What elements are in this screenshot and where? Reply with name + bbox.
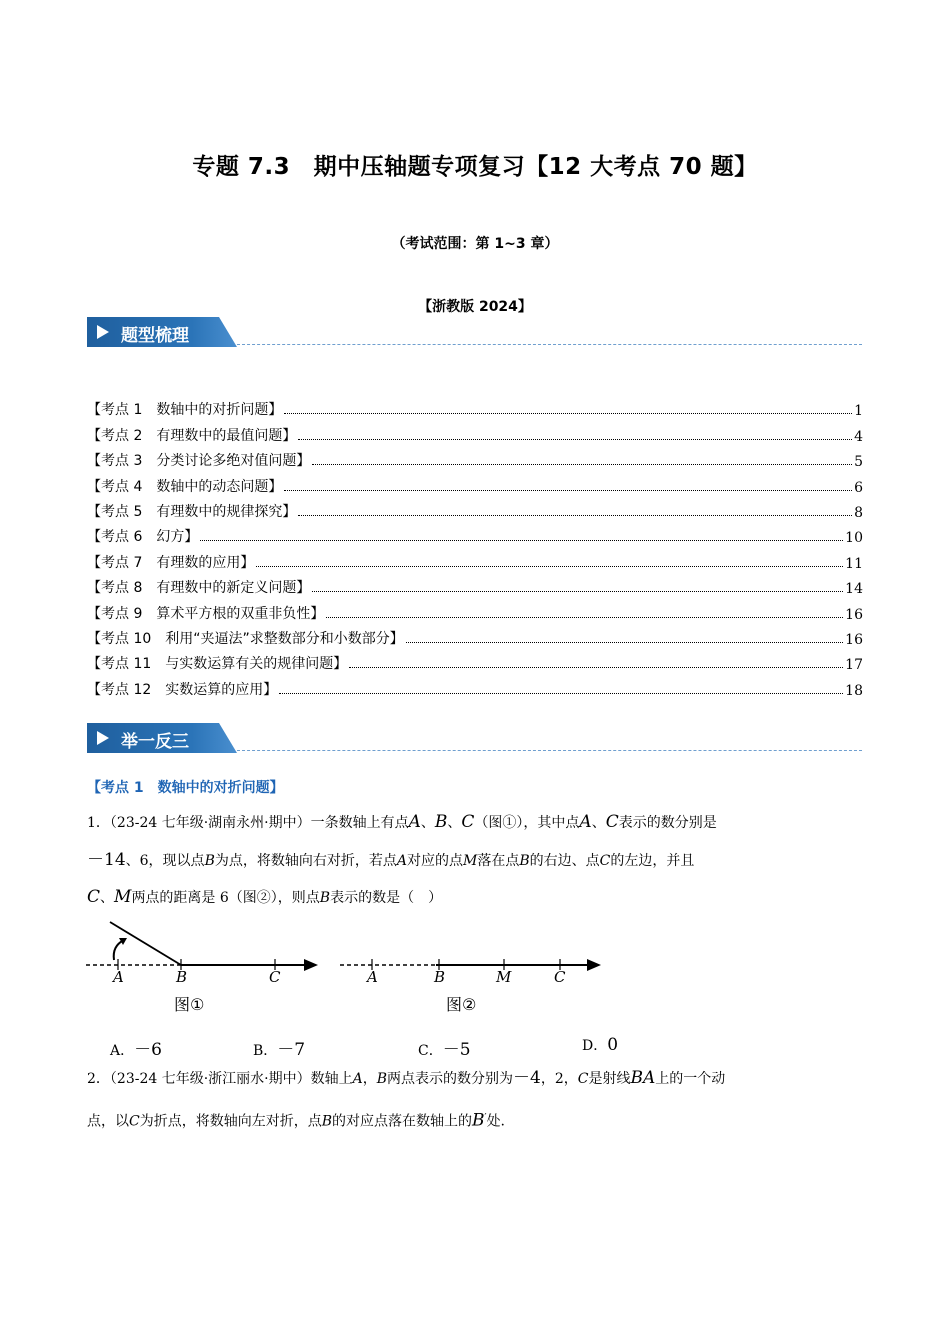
toc-label: 【考点 5 有理数中的规律探究】: [87, 503, 297, 520]
play-icon: [97, 731, 109, 745]
banner-title: 题型梳理: [121, 326, 189, 346]
toc-page: 1: [854, 403, 863, 420]
choice-a[interactable]: A．－6: [110, 1040, 162, 1060]
toc-leader: [312, 591, 843, 592]
toc-item[interactable]: [87, 673, 863, 698]
banner-divider: [237, 344, 862, 345]
toc-label: 【考点 3 分类讨论多绝对值问题】: [87, 453, 311, 470]
toc-page: 6: [854, 479, 863, 496]
knowledge-point-heading: 【考点 1 数轴中的对折问题】: [87, 780, 284, 796]
toc-page: 5: [854, 454, 863, 471]
toc-label: 【考点 7 有理数的应用】: [87, 554, 255, 571]
toc-leader: [312, 464, 852, 465]
toc-leader: [284, 413, 852, 414]
toc-leader: [279, 693, 843, 694]
toc-page: 14: [845, 581, 863, 598]
toc-item[interactable]: [87, 394, 863, 419]
toc-label: 【考点 8 有理数中的新定义问题】: [87, 580, 311, 597]
fig1-caption: 图①: [174, 995, 205, 1014]
page-title: 专题 7.3 期中压轴题专项复习【12 大考点 70 题】: [192, 154, 758, 180]
toc-item[interactable]: [87, 521, 863, 546]
toc-page: 8: [854, 504, 863, 521]
toc-label: 【考点 9 算术平方根的双重非负性】: [87, 605, 325, 622]
toc-label: 【考点 6 幻方】: [87, 529, 199, 546]
fig1-label-c: C: [269, 968, 281, 986]
fig1-arrow-icon: [304, 959, 318, 971]
toc-item[interactable]: [87, 419, 863, 444]
fig2-label-c: C: [554, 968, 566, 986]
fig2-label-m: M: [496, 968, 512, 986]
fig1-folded-segment: [110, 922, 181, 965]
toc-page: 17: [845, 657, 863, 674]
toc-item[interactable]: [87, 648, 863, 673]
question-1-line-2: －14、6，现以点B为点，将数轴向右对折，若点A对应的点M落在点B的右边、点C的左边，并且: [87, 850, 695, 870]
toc-item[interactable]: [87, 597, 863, 622]
question-2-line-1: 2．（23-24 七年级·浙江丽水·期中）数轴上A，B两点表示的数分别为－4，2，C是射线BA上的一个动: [87, 1068, 726, 1088]
fig1-label-b: B: [176, 968, 188, 986]
toc-label: 【考点 11 与实数运算有关的规律问题】: [87, 656, 348, 673]
question-1-line-1: 1．（23-24 七年级·湖南永州·期中）一条数轴上有点A、B、C（图①），其中点A、C表示的数分别是: [87, 812, 717, 832]
edition-label: 【浙教版 2024】: [418, 299, 532, 315]
question-1-choices: [110, 1035, 670, 1060]
toc-item[interactable]: [87, 470, 863, 495]
toc-leader: [284, 490, 852, 491]
toc-label: 【考点 10 利用“夹逼法”求整数部分和小数部分】: [87, 630, 404, 647]
toc-leader: [298, 515, 852, 516]
toc-item[interactable]: [87, 572, 863, 597]
play-icon: [97, 325, 109, 339]
toc-item[interactable]: [87, 623, 863, 648]
toc-page: 18: [845, 682, 863, 699]
choice-b[interactable]: B．－7: [253, 1040, 306, 1060]
exam-scope: （考试范围：第 1~3 章）: [391, 236, 559, 252]
toc-label: 【考点 1 数轴中的对折问题】: [87, 402, 283, 419]
fig2-label-a: A: [367, 968, 378, 986]
practice-section-banner: [87, 723, 862, 753]
toc-page: 10: [845, 530, 863, 547]
toc-leader: [298, 439, 852, 440]
toc-leader: [326, 617, 843, 618]
choice-d[interactable]: D．0: [582, 1035, 619, 1055]
toc-leader: [349, 667, 843, 668]
fig2-caption: 图②: [446, 995, 477, 1014]
toc-page: 11: [845, 555, 863, 572]
toc-label: 【考点 12 实数运算的应用】: [87, 681, 278, 698]
toc-item[interactable]: [87, 546, 863, 571]
banner-divider: [237, 750, 862, 751]
choice-c[interactable]: C．－5: [418, 1040, 471, 1060]
toc-leader: [200, 540, 843, 541]
toc-item[interactable]: [87, 445, 863, 470]
banner-title: 举一反三: [121, 732, 189, 752]
question-2-line-2: 点，以C为折点，将数轴向左对折，点B的对应点落在数轴上的B′处.: [87, 1110, 506, 1131]
toc-label: 【考点 2 有理数中的最值问题】: [87, 427, 297, 444]
toc-leader: [256, 566, 843, 567]
toc-item[interactable]: [87, 496, 863, 521]
toc-page: 4: [854, 428, 863, 445]
number-line-figures: [86, 918, 606, 1018]
fig2-arrow-icon: [587, 959, 601, 971]
fig2-label-b: B: [434, 968, 446, 986]
toc-page: 16: [845, 631, 863, 648]
toc-leader: [406, 642, 843, 643]
toc-page: 16: [845, 606, 863, 623]
toc-label: 【考点 4 数轴中的动态问题】: [87, 478, 283, 495]
table-of-contents: [87, 394, 863, 699]
toc-section-banner: [87, 317, 862, 347]
fig1-label-a: A: [113, 968, 124, 986]
question-1-line-3: C、M两点的距离是 6（图②），则点B表示的数是（ ）: [87, 887, 443, 907]
